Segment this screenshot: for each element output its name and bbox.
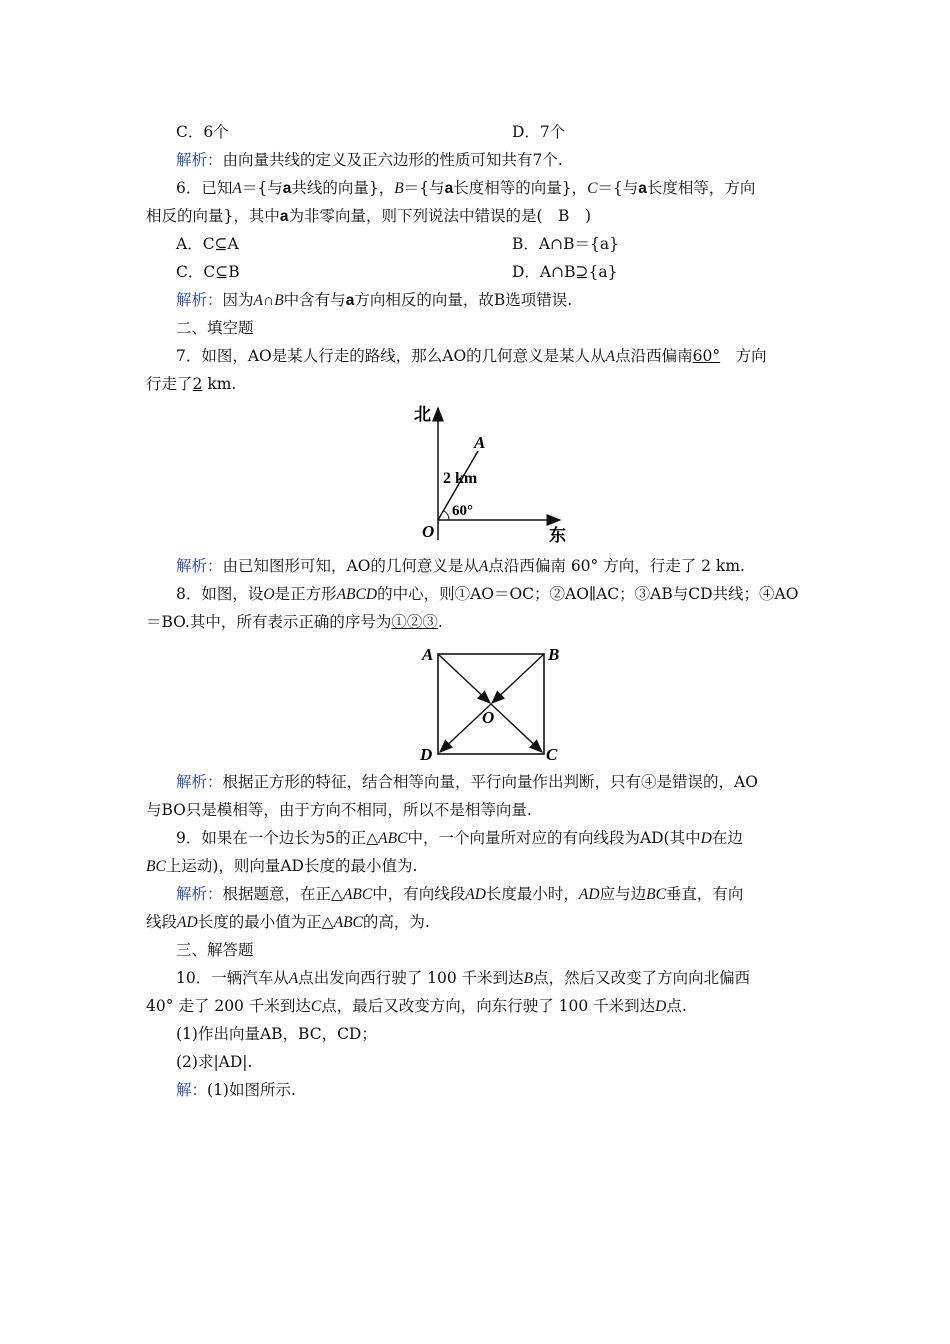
section-heading-answer: 三、解答题 (176, 941, 254, 959)
q6-option-a: A．C⊆A (176, 235, 239, 253)
vertex-a-label: A (422, 645, 434, 664)
vector-bo (492, 654, 544, 703)
q9-stem-line2: BC上运动)，则向量AD长度的最小值为. (146, 857, 418, 875)
angle-label: 60° (452, 503, 473, 519)
q8-figure (414, 640, 574, 768)
vertex-b-label: B (548, 645, 560, 664)
q7-solution: 解析：由已知图形可知，AO的几何意义是从A点沿西偏南 60° 方向，行走了 2 km. (176, 557, 745, 575)
q8-solution-line2: 与BO只是模相等，由于方向不相同，所以不是相等向量. (146, 801, 532, 819)
q10-stem-line2: 40° 走了 200 千米到达C点，最后又改变方向，向东行驶了 100 千米到达D点. (146, 997, 687, 1015)
q6-option-c: C．C⊆B (176, 263, 240, 281)
q10-stem-line1: 10．一辆汽车从A点出发向西行驶了 100 千米到达B点，然后又改变了方向向北偏西 (176, 969, 751, 987)
q8-stem-line2: ＝BO.其中，所有表示正确的序号为①②③. (146, 613, 443, 631)
vector-oc (491, 704, 542, 752)
section-heading-fill-in: 二、填空题 (176, 319, 254, 337)
point-a-label: A (474, 433, 486, 452)
q5-option-c: C．6个 (176, 123, 229, 141)
q7-stem-line1: 7．如图，AO是某人行走的路线，那么AO的几何意义是某人从A点沿西偏南60° 方向 (176, 347, 767, 365)
q8-stem-line1: 8．如图，设O是正方形ABCD的中心，则①AO＝OC；②AO∥AC；③AB与CD共线；④AO (176, 585, 799, 603)
q6-stem-line1: 6．已知A＝{与a共线的向量}，B＝{与a长度相等的向量}，C＝{与a长度相等，方向 (176, 179, 756, 197)
q8-solution-line1: 解析：根据正方形的特征，结合相等向量，平行向量作出判断，只有④是错误的，AO (176, 773, 758, 791)
q6-solution: 解析：因为A∩B中含有与a方向相反的向量，故B选项错误. (176, 291, 573, 309)
east-label: 东 (549, 526, 566, 545)
q6-option-b: B．A∩B＝{a} (512, 235, 619, 253)
vector-ao (438, 654, 490, 703)
q7-figure (400, 400, 580, 550)
angle-arc (444, 511, 450, 521)
q10-part2: (2)求|AD|. (176, 1053, 253, 1071)
q5-solution (176, 150, 563, 170)
q7-stem-line2: 行走了2 km. (146, 375, 237, 393)
vertex-d-label: D (420, 745, 433, 764)
north-label: 北 (414, 405, 431, 424)
distance-label: 2 km (443, 470, 478, 487)
q9-solution-line2: 线段AD长度的最小值为正△ABC的高，为. (146, 913, 430, 931)
q10-part1: (1)作出向量AB，BC，CD； (176, 1025, 377, 1043)
solution-label: 解析： (176, 151, 223, 169)
q6-stem-line2: 相反的向量}，其中a为非零向量，则下列说法中错误的是( B ) (146, 207, 591, 225)
vertex-c-label: C (546, 745, 558, 764)
q9-stem-line1: 9．如果在一个边长为5的正△ABC中，一个向量所对应的有向线段为AD(其中D在边 (176, 829, 743, 847)
q6-option-d: D．A∩B⊇{a} (512, 263, 618, 281)
q5-option-d: D．7个 (512, 123, 566, 141)
center-o-label: O (482, 708, 495, 727)
point-o-label: O (422, 522, 435, 541)
solution-text: 由向量共线的定义及正六边形的性质可知共有7个. (222, 151, 563, 169)
q9-solution-line1: 解析：根据题意，在正△ABC中，有向线段AD长度最小时，AD应与边BC垂直，有向 (176, 885, 744, 903)
q10-solution: 解：(1)如图所示. (176, 1081, 296, 1099)
